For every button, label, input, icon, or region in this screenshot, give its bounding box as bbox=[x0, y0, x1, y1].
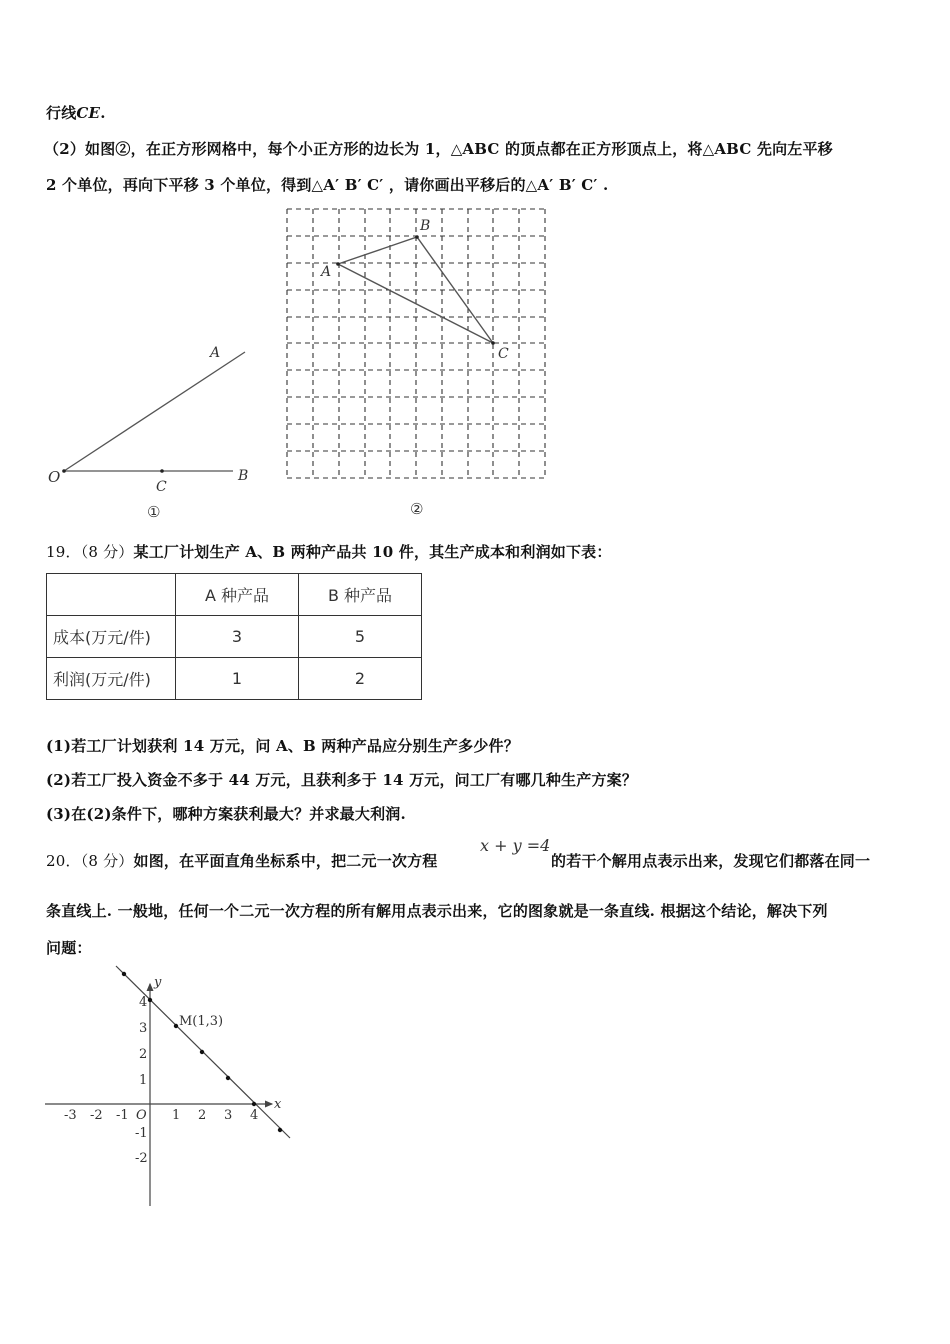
point-m-label: M(1,3) bbox=[179, 1014, 224, 1029]
y-axis-label: y bbox=[154, 975, 162, 990]
q20-line1-tail: 的若干个解用点表示出来，发现它们都落在同一 bbox=[551, 852, 871, 870]
text-line-ce bbox=[46, 102, 106, 123]
table-header-cell: B 种产品 bbox=[299, 574, 422, 616]
x-tick: 1 bbox=[172, 1108, 181, 1123]
q18-part2-line2: 2 个单位，再向下平移 3 个单位，得到△A′ B′ C′ ，请你画出平移后的△A′ B′ C′ . bbox=[46, 176, 609, 194]
y-tick: 4 bbox=[139, 995, 148, 1010]
dashed-grid bbox=[287, 209, 545, 478]
figure-3-coordinate-plane bbox=[40, 960, 310, 1215]
cost-profit-table bbox=[46, 573, 422, 700]
x-tick: 4 bbox=[250, 1108, 259, 1123]
q19-sub2: (2)若工厂投入资金不多于 44 万元，且获利多于 14 万元，问工厂有哪几种生产方案？ bbox=[46, 771, 638, 789]
label-b: B bbox=[420, 218, 431, 234]
x-tick: -1 bbox=[116, 1108, 129, 1123]
q20-line1 bbox=[46, 850, 438, 871]
table-header-cell: A 种产品 bbox=[176, 574, 299, 616]
label-a: A bbox=[321, 264, 332, 280]
y-tick: -1 bbox=[135, 1126, 148, 1141]
q19-sub3: (3)在(2)条件下，哪种方案获利最大？并求最大利润. bbox=[46, 805, 406, 823]
segment-ce: CE bbox=[76, 104, 101, 122]
question-number: 19． bbox=[46, 543, 81, 561]
q20-line3: 问题： bbox=[46, 939, 92, 957]
question-text: 如图，在平面直角坐标系中，把二元一次方程 bbox=[133, 852, 438, 870]
y-tick: 3 bbox=[139, 1021, 148, 1036]
figure-1-angle bbox=[40, 330, 270, 530]
label-c: C bbox=[498, 346, 509, 362]
question-score: （8 分） bbox=[80, 543, 134, 561]
label-o: O bbox=[48, 468, 61, 486]
table-cell: 成本(万元/件) bbox=[47, 616, 176, 658]
text-suffix: . bbox=[100, 104, 106, 122]
figure-1-label: ① bbox=[147, 503, 161, 521]
equation: x + y =4 bbox=[480, 836, 551, 855]
question-number: 20． bbox=[46, 852, 81, 870]
x-tick: 2 bbox=[198, 1108, 207, 1123]
x-tick: 3 bbox=[224, 1108, 233, 1123]
label-c: C bbox=[156, 479, 167, 495]
origin-label: O bbox=[136, 1108, 147, 1123]
table-cell: 2 bbox=[299, 658, 422, 700]
y-tick: 2 bbox=[139, 1047, 148, 1062]
x-tick: -3 bbox=[64, 1108, 77, 1123]
figure-2-label: ② bbox=[410, 500, 424, 518]
q18-part2-line1: （2）如图②，在正方形网格中，每个小正方形的边长为 1，△ABC 的顶点都在正方形顶点上，将△ABC 先向左平移 bbox=[44, 140, 833, 158]
y-tick: -2 bbox=[135, 1151, 148, 1166]
q19-sub1: (1)若工厂计划获利 14 万元，问 A、B 两种产品应分别生产多少件？ bbox=[46, 737, 519, 755]
q19-heading bbox=[46, 541, 612, 562]
question-text: 某工厂计划生产 A、B 两种产品共 10 件，其生产成本和利润如下表： bbox=[133, 543, 612, 561]
label-a: A bbox=[210, 345, 221, 361]
table-cell: 1 bbox=[176, 658, 299, 700]
table-row bbox=[47, 616, 422, 658]
table-header-cell bbox=[47, 574, 176, 616]
table-cell: 3 bbox=[176, 616, 299, 658]
q20-line2: 条直线上. 一般地，任何一个二元一次方程的所有解用点表示出来，它的图象就是一条直线. 根据这个结论，解决下列 bbox=[46, 902, 828, 920]
y-tick: 1 bbox=[139, 1073, 148, 1088]
table-cell: 利润(万元/件) bbox=[47, 658, 176, 700]
table-header-row bbox=[47, 574, 422, 616]
label-b: B bbox=[238, 468, 249, 484]
question-score: （8 分） bbox=[80, 852, 134, 870]
x-axis-label: x bbox=[274, 1097, 282, 1112]
figure-2-grid bbox=[280, 200, 560, 525]
table-cell: 5 bbox=[299, 616, 422, 658]
x-tick: -2 bbox=[90, 1108, 103, 1123]
table-row bbox=[47, 658, 422, 700]
text-prefix: 行线 bbox=[46, 104, 77, 122]
